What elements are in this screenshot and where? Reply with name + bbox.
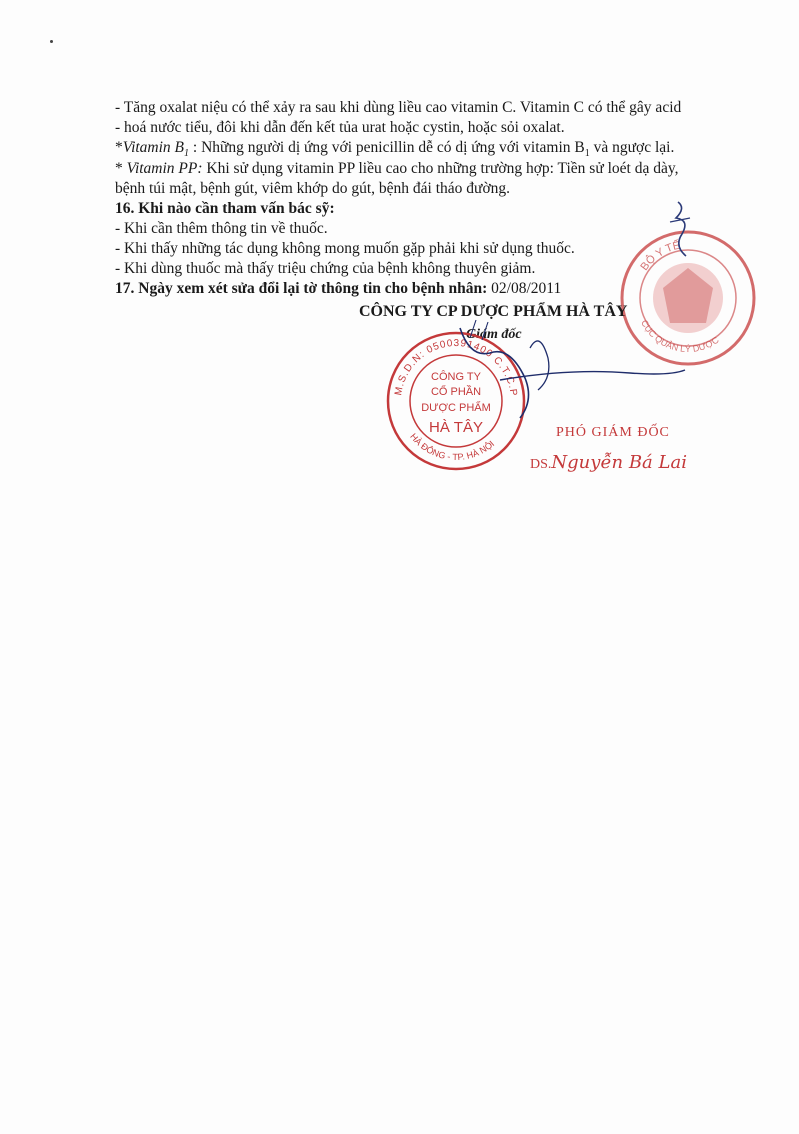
text-line: bệnh túi mật, bệnh gút, viêm khớp do gút, bệnh đái tháo đường. bbox=[115, 180, 511, 197]
text-fragment: * bbox=[115, 139, 123, 156]
name-text: Nguyễn Bá Lai bbox=[551, 452, 687, 473]
director-title: Giám đốc bbox=[466, 327, 522, 342]
text-line: - Tăng oxalat niệu có thể xảy ra sau khi dùng liều cao vitamin C. Vitamin C có thể gây acid bbox=[115, 99, 682, 116]
section-heading-17 bbox=[115, 280, 561, 298]
stamp-ring-text: HÀ ĐÔNG - TP. HÀ NỘI bbox=[408, 431, 497, 463]
stamp-ring-text: BỘ Y TẾ bbox=[638, 239, 682, 273]
heading-text: 17. Ngày xem xét sửa đổi lại tờ thông tin cho bệnh nhân: bbox=[115, 280, 488, 297]
text-fragment: và ngược lại. bbox=[589, 139, 675, 156]
signature bbox=[430, 318, 690, 428]
section-heading-16: 16. Khi nào cần tham vấn bác sỹ: bbox=[115, 200, 335, 217]
company-name: CÔNG TY CP DƯỢC PHẨM HÀ TÂY bbox=[359, 303, 628, 320]
subscript: 1 bbox=[184, 148, 190, 160]
stamp-ring-text: CỤC QUẢN LÝ DƯỢC bbox=[639, 318, 721, 355]
text-fragment: Khi sử dụng vitamin PP liều cao cho những trường hợp: Tiền sử loét dạ dày, bbox=[202, 160, 679, 177]
vitamin-name: Vitamin B bbox=[122, 139, 185, 156]
vitamin-pp-line bbox=[115, 160, 678, 178]
deputy-director-title: PHÓ GIÁM ĐỐC bbox=[556, 425, 670, 440]
text-fragment: : Những người dị ứng với penicillin dễ có dị ứng với vitamin B bbox=[189, 139, 585, 156]
text-fragment: * bbox=[115, 160, 127, 177]
deputy-director-name bbox=[530, 452, 687, 473]
scan-speck bbox=[50, 40, 53, 43]
text-line: - hoá nước tiểu, đôi khi dẫn đến kết tủa urat hoặc cystin, hoặc sỏi oxalat. bbox=[115, 119, 565, 136]
name-prefix: DS. bbox=[530, 457, 552, 472]
stamp-ring-text: M.S.D.N: 0500391400 C.T.C.P bbox=[393, 337, 519, 398]
vitamin-name: Vitamin PP: bbox=[126, 160, 203, 177]
text-line: - Khi dùng thuốc mà thấy triệu chứng của bệnh không thuyên giảm. bbox=[115, 260, 536, 277]
stamp-line: HÀ TÂY bbox=[429, 419, 483, 436]
stamp-line: DƯỢC PHẨM bbox=[421, 402, 491, 414]
stamp-line: CỔ PHẦN bbox=[430, 386, 482, 398]
text-line: - Khi thấy những tác dụng không mong muốn gặp phải khi sử dụng thuốc. bbox=[115, 240, 575, 257]
stamp-line: CÔNG TY bbox=[431, 371, 481, 383]
signature-initial bbox=[660, 200, 700, 260]
subscript: 1 bbox=[584, 148, 590, 160]
text-line: - Khi cần thêm thông tin về thuốc. bbox=[115, 220, 328, 237]
revision-date: 02/08/2011 bbox=[487, 280, 562, 297]
